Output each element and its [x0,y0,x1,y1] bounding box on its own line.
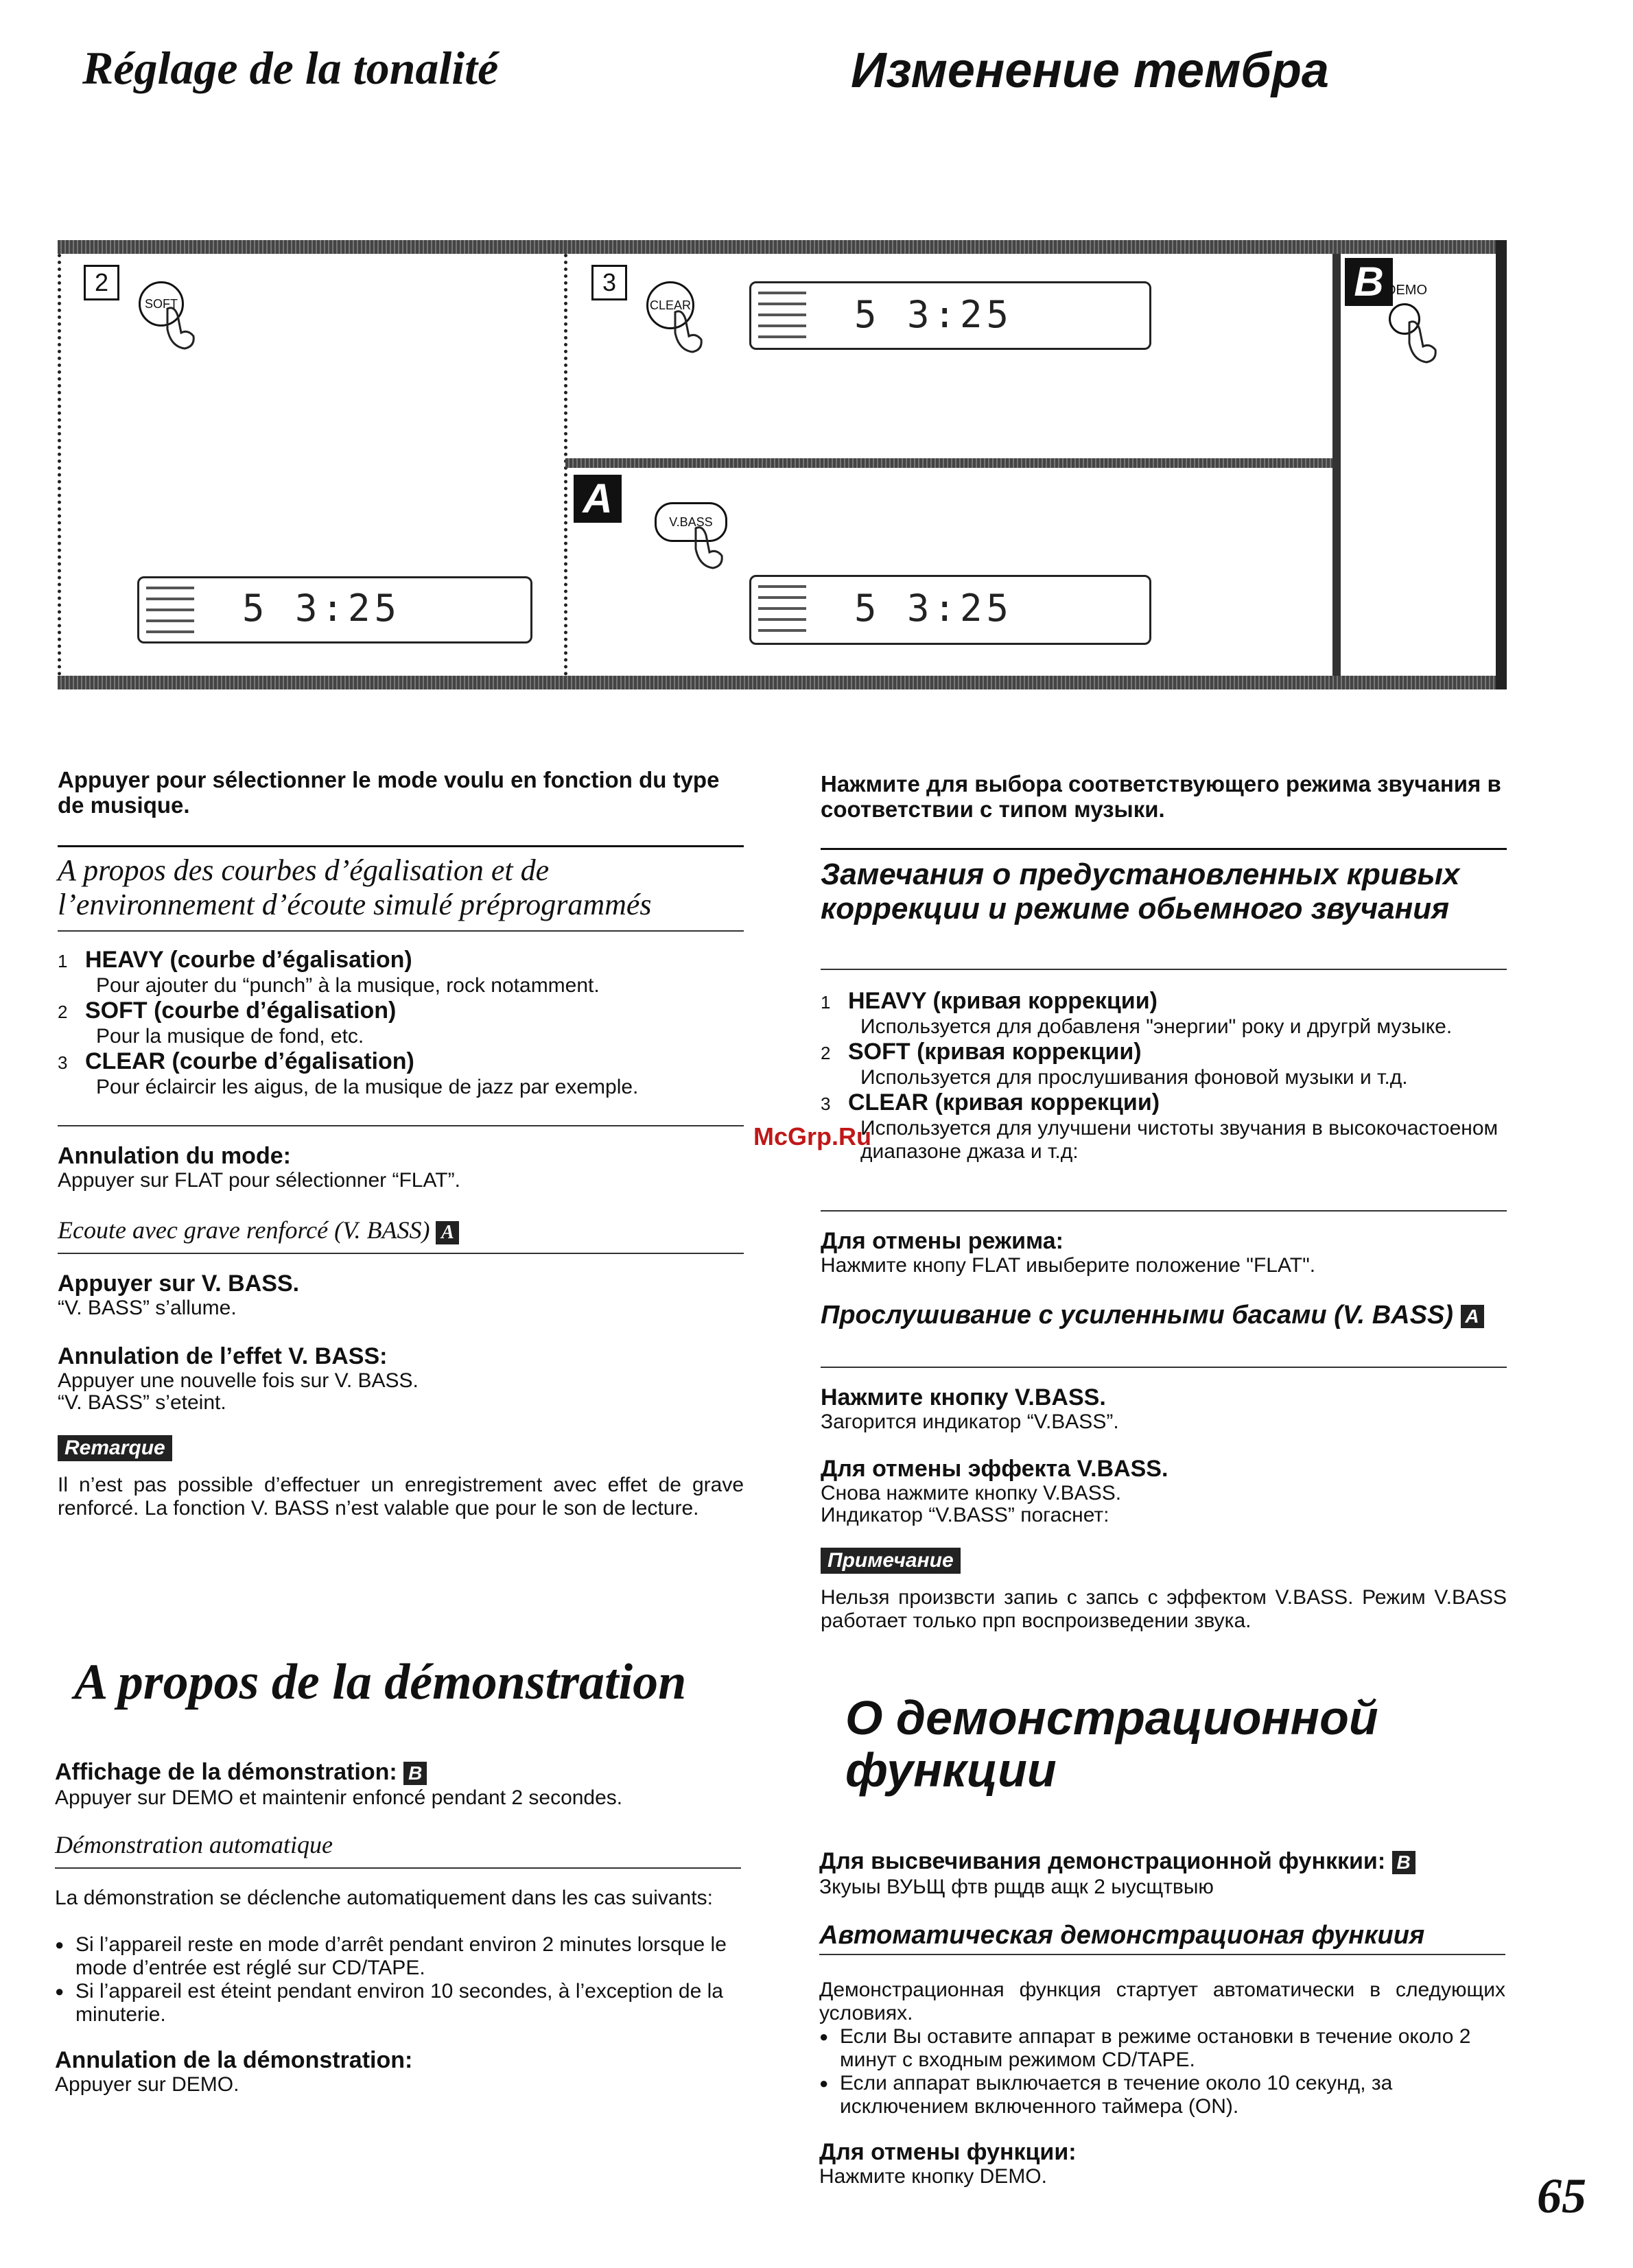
fr-cancel-text: Appuyer sur FLAT pour sélectionner “FLAT”. [58,1169,460,1192]
ru-vbass-heading: Прослушивание с усиленными басами (V. BASS) A [821,1301,1493,1330]
list-item: ● Si l’appareil reste en mode d’arrêt pendant environ 2 minutes lorsque le mode d’entrée est réglé sur CD/TAPE. [55,1933,741,1980]
hand-icon [689,521,730,569]
label-a: A [574,475,622,523]
lcd-readout: 5 3:25 [242,587,401,630]
ru-demo-bullets [819,2025,1505,2118]
ru-demo-auto-heading: Автоматическая демонстрационая функиия [819,1921,1425,1950]
list-item: ● Если аппарат выключается в течение около 10 секунд, за исключением включенного таймера (ON). [819,2072,1505,2118]
ru-demo-display-title: Для высвечивания демонстрационной функкии: B [819,1848,1415,1874]
ru-demo-display-text: Зкуыы ВУЬЩ фтв рщдв ащк 2 ыусщтвыю [819,1876,1214,1898]
lcd-readout: 5 3:25 [854,587,1013,630]
lcd-display-1 [137,576,532,643]
fr-vbass-cancel-title: Annulation de l’effet V. BASS: [58,1343,388,1369]
list-item: ● Если Вы оставите аппарат в режиме остановки в течение около 2 минут с входным режимом CD/TAPE. [819,2025,1505,2072]
fr-vbass-cancel-text1: Appuyer une nouvelle fois sur V. BASS. [58,1369,419,1392]
fr-vbass-press-text: “V. BASS” s’allume. [58,1297,237,1319]
page-number: 65 [1537,2169,1586,2223]
lcd-display-2 [749,281,1151,350]
step-2-box: 2 [84,265,119,300]
list-item: 3 CLEAR (кривая коррекции) [821,1089,1160,1115]
ru-vbass-press-title: Нажмите кнопку V.BASS. [821,1384,1106,1410]
ru-intro: Нажмите для выбора соответствующего режима звучания в соответствии с типом музыки. [821,771,1501,822]
list-item: 1 HEAVY (courbe d’égalisation) [58,947,412,973]
ru-vbass-cancel-text2: Индикатор “V.BASS” погаснет: [821,1504,1109,1526]
ru-remark-text: Нельзя произвсти запиь с запсь с эффектом V.BASS. Режим V.BASS работает только прп воспроизведении звука. [821,1586,1507,1632]
vbass-button[interactable]: V.BASS [655,502,727,542]
fr-demo-display-title: Affichage de la démonstration: B [55,1759,427,1785]
list-item: 2 SOFT (courbe d’égalisation) [58,997,397,1024]
ru-eq-list: 1 HEAVY (кривая коррекции) Используется для добавленя "энергии" року и другрй музыке. 2 SOFT (кривая коррекции) Используется для прослушивания фоновой музыки и т.д. 3 CLEAR (кривая коррекции) Используется для улучшени чистоты звучания в высокочастоеном диапазоне джаза и т.д: [821,988,1507,1163]
fr-remark-badge: Remarque [58,1435,172,1461]
fr-vbass-cancel-text2: “V. BASS” s’eteint. [58,1391,226,1414]
fr-vbass-heading: Ecoute avec grave renforcé (V. BASS) A [58,1216,459,1244]
fr-vbass-press-title: Appuyer sur V. BASS. [58,1271,300,1297]
ru-vbass-cancel-text1: Снова нажмите кнопку V.BASS. [821,1482,1122,1504]
hand-icon [668,305,709,353]
fr-demo-title: A propos de la démonstration [74,1654,687,1710]
lcd-readout: 5 3:25 [854,293,1013,336]
title-ru: Изменение тембра [851,43,1329,98]
label-b: B [1345,258,1393,306]
ru-demo-auto-text: Демонстрационная функция стартует автоматически в следующих условиях. [819,1978,1505,2024]
fr-demo-bullets [55,1933,741,2027]
fr-intro: Appuyer pour sélectionner le mode voulu en fonction du type de musique. [58,767,720,818]
list-item: ● Si l’appareil est éteint pendant environ 10 secondes, à l’exception de la minuterie. [55,1980,741,2027]
ru-remark-badge: Примечание [821,1548,961,1574]
ru-cancel-title: Для отмены режима: [821,1228,1064,1254]
watermark: McGrp.Ru [753,1122,872,1150]
soft-button[interactable]: SOFT [139,281,184,327]
ru-eq-heading: Замечания о предустановленных кривых коррекции и режиме обьемного звучания [821,858,1460,925]
ru-vbass-cancel-title: Для отмены эффекта V.BASS. [821,1456,1168,1482]
fr-demo-auto-text: La démonstration se déclenche automatiquement dans les cas suivants: [55,1887,713,1909]
fr-eq-heading: A propos des courbes d’égalisation et de l’environnement d’écoute simulé préprogrammés [58,853,652,921]
list-item: 2 SOFT (кривая коррекции) [821,1039,1142,1065]
ru-cancel-text: Нажмите кнопу FLAT ивыберите положение "FLAT". [821,1254,1316,1277]
hand-icon [161,302,202,350]
fr-demo-auto-heading: Démonstration automatique [55,1831,333,1858]
hand-icon [1402,316,1444,364]
fr-demo-cancel-title: Annulation de la démonstration: [55,2047,413,2073]
title-fr: Réglage de la tonalité [82,42,499,94]
lcd-display-3 [749,575,1151,645]
ru-demo-cancel-title: Для отмены функции: [819,2139,1077,2165]
list-item: 1 HEAVY (кривая коррекции) [821,988,1158,1014]
fr-cancel-title: Annulation du mode: [58,1143,291,1169]
fr-eq-list: 1 HEAVY (courbe d’égalisation) Pour ajouter du “punch” à la musique, rock notamment. 2 SOFT (courbe d’égalisation) Pour la musique de fond, etc. 3 CLEAR (courbe d’égalisation) Pour éclaircir les aigus, de la musique de jazz par exemple. [58,947,744,1099]
fr-remark-text: Il n’est pas possible d’effectuer un enregistrement avec effet de grave renforcé. La fonction V. BASS n’est valable que pour le son de lecture. [58,1474,744,1520]
clear-button[interactable]: CLEAR [646,281,694,329]
demo-button-label: DEMO [1386,283,1427,298]
ru-demo-cancel-text: Нажмите кнопку DEMO. [819,2165,1047,2188]
fr-demo-cancel-text: Appuyer sur DEMO. [55,2073,239,2096]
ru-vbass-press-text: Загорится индикатор “V.BASS”. [821,1410,1119,1433]
list-item: 3 CLEAR (courbe d’égalisation) [58,1048,414,1074]
step-3-box: 3 [591,265,627,300]
diagram-panel [58,240,1507,689]
ru-demo-title: О демонстрационной функции [845,1691,1378,1797]
fr-demo-display-text: Appuyer sur DEMO et maintenir enfoncé pendant 2 secondes. [55,1786,623,1809]
